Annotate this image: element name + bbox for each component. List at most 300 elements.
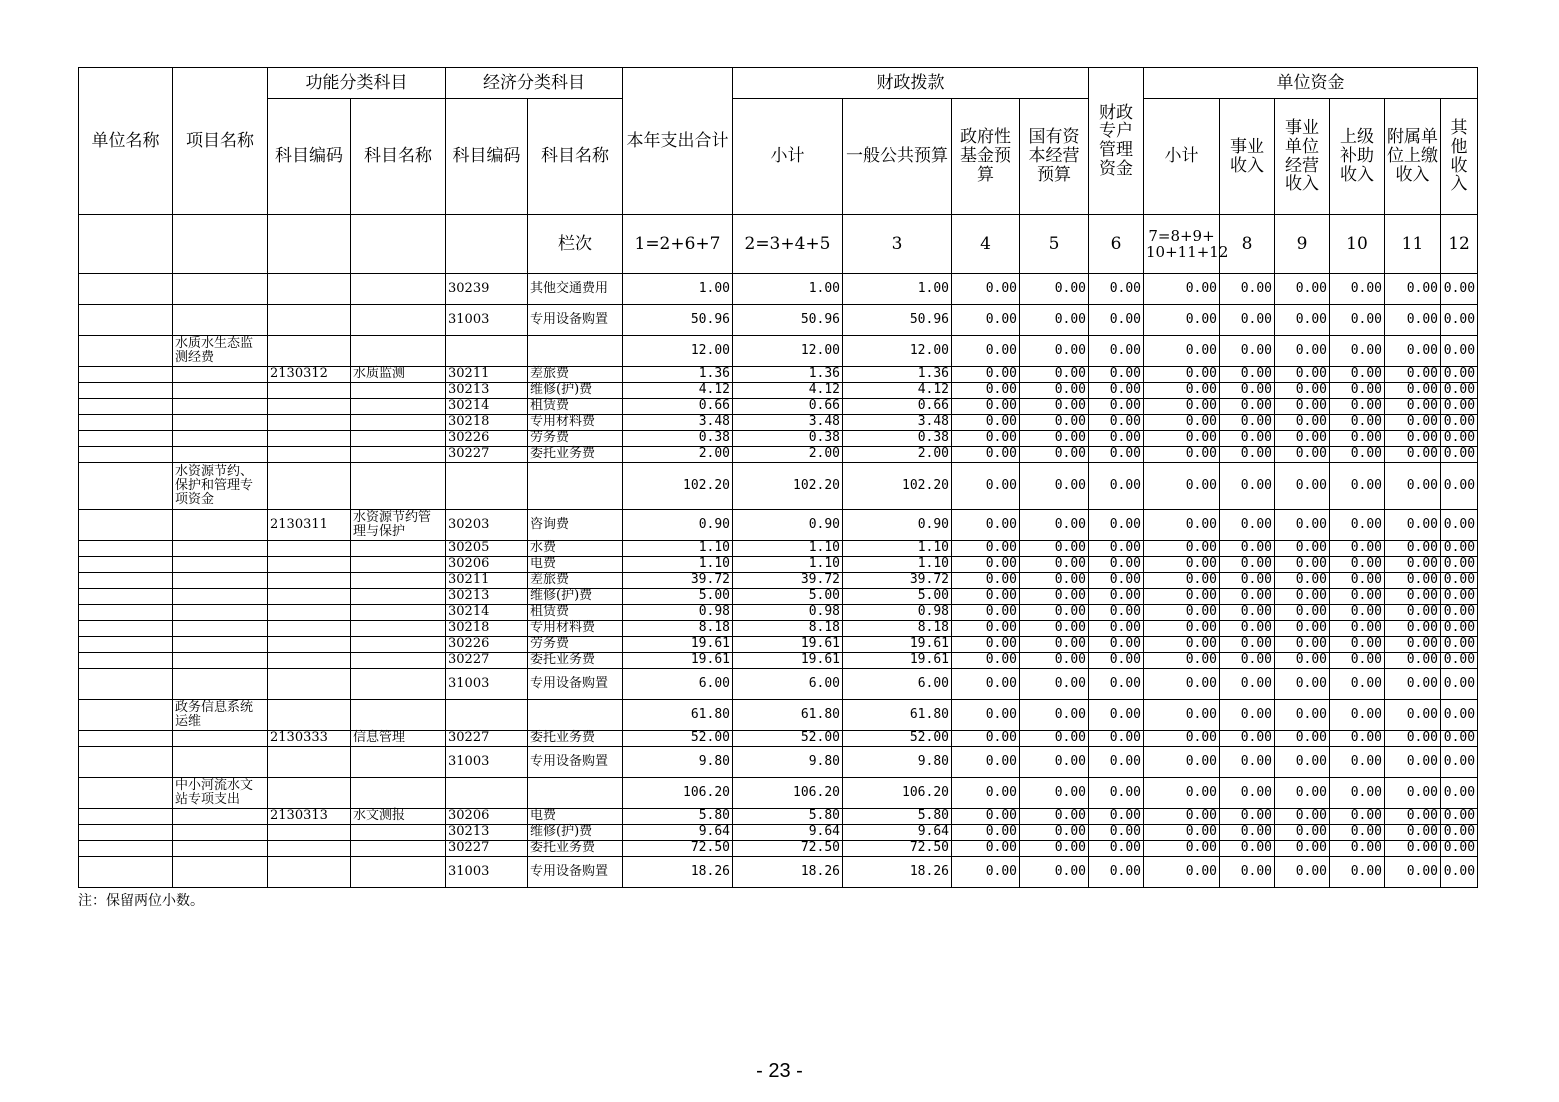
cell-other-income: 0.00 — [1441, 700, 1478, 731]
cell-special-fund: 0.00 — [1089, 841, 1144, 857]
cell-state-capital: 0.00 — [1020, 541, 1089, 557]
index-col-3: 3 — [843, 215, 952, 274]
cell-operating-income: 0.00 — [1275, 557, 1330, 573]
cell-total: 8.18 — [623, 621, 733, 637]
cell-project-name — [173, 589, 268, 605]
cell-fiscal-subtotal: 3.48 — [733, 415, 843, 431]
cell-operating-income: 0.00 — [1275, 700, 1330, 731]
cell-operating-income: 0.00 — [1275, 637, 1330, 653]
cell-project-name — [173, 447, 268, 463]
cell-superior-subsidy: 0.00 — [1330, 573, 1385, 589]
cell-gov-fund: 0.00 — [952, 399, 1020, 415]
cell-affiliated-income: 0.00 — [1385, 541, 1441, 557]
cell-econ-code: 30205 — [446, 541, 528, 557]
cell-unit-name — [79, 431, 173, 447]
table-row — [79, 431, 1478, 447]
cell-func-code — [268, 589, 351, 605]
header-fiscal-subtotal: 小计 — [733, 99, 843, 215]
cell-affiliated-income: 0.00 — [1385, 367, 1441, 383]
cell-unit-name — [79, 541, 173, 557]
cell-total: 4.12 — [623, 383, 733, 399]
cell-total: 72.50 — [623, 841, 733, 857]
cell-unit-subtotal: 0.00 — [1144, 621, 1220, 637]
cell-fiscal-subtotal: 9.80 — [733, 747, 843, 778]
cell-superior-subsidy: 0.00 — [1330, 731, 1385, 747]
cell-func-code — [268, 841, 351, 857]
cell-project-name — [173, 557, 268, 573]
cell-state-capital: 0.00 — [1020, 305, 1089, 336]
cell-fiscal-subtotal: 39.72 — [733, 573, 843, 589]
cell-operating-income: 0.00 — [1275, 383, 1330, 399]
cell-special-fund: 0.00 — [1089, 367, 1144, 383]
cell-unit-name — [79, 383, 173, 399]
cell-other-income: 0.00 — [1441, 274, 1478, 305]
cell-project-name: 中小河流水文站专项支出 — [173, 778, 268, 809]
cell-project-name — [173, 669, 268, 700]
cell-unit-subtotal: 0.00 — [1144, 731, 1220, 747]
cell-gov-fund: 0.00 — [952, 747, 1020, 778]
cell-general-budget: 3.48 — [843, 415, 952, 431]
cell-gov-fund: 0.00 — [952, 415, 1020, 431]
cell-func-code — [268, 825, 351, 841]
cell-gov-fund: 0.00 — [952, 637, 1020, 653]
cell-general-budget: 39.72 — [843, 573, 952, 589]
cell-total: 1.10 — [623, 541, 733, 557]
cell-special-fund: 0.00 — [1089, 336, 1144, 367]
cell-total: 19.61 — [623, 653, 733, 669]
index-col-1: 1=2+6+7 — [623, 215, 733, 274]
cell-gov-fund: 0.00 — [952, 621, 1020, 637]
cell-func-code — [268, 637, 351, 653]
cell-state-capital: 0.00 — [1020, 510, 1089, 541]
cell-unit-subtotal: 0.00 — [1144, 605, 1220, 621]
cell-affiliated-income: 0.00 — [1385, 778, 1441, 809]
header-general-budget: 一般公共预算 — [843, 99, 952, 215]
cell-gov-fund: 0.00 — [952, 463, 1020, 510]
cell-project-name — [173, 305, 268, 336]
cell-gov-fund: 0.00 — [952, 305, 1020, 336]
cell-func-code: 2130311 — [268, 510, 351, 541]
cell-superior-subsidy: 0.00 — [1330, 825, 1385, 841]
cell-general-budget: 1.36 — [843, 367, 952, 383]
cell-econ-name: 租赁费 — [528, 605, 623, 621]
cell-operating-income: 0.00 — [1275, 747, 1330, 778]
cell-project-name — [173, 573, 268, 589]
cell-econ-name: 专用设备购置 — [528, 305, 623, 336]
cell-superior-subsidy: 0.00 — [1330, 841, 1385, 857]
cell-gov-fund: 0.00 — [952, 778, 1020, 809]
cell-func-code: 2130333 — [268, 731, 351, 747]
cell-affiliated-income: 0.00 — [1385, 274, 1441, 305]
cell-econ-code: 30218 — [446, 415, 528, 431]
cell-state-capital: 0.00 — [1020, 857, 1089, 888]
cell-superior-subsidy: 0.00 — [1330, 857, 1385, 888]
cell-other-income: 0.00 — [1441, 605, 1478, 621]
cell-unit-subtotal: 0.00 — [1144, 653, 1220, 669]
table-row — [79, 700, 1478, 731]
cell-other-income: 0.00 — [1441, 809, 1478, 825]
header-superior-subsidy: 上级补助收入 — [1330, 99, 1385, 215]
cell-other-income: 0.00 — [1441, 637, 1478, 653]
index-col-7 — [1144, 215, 1229, 274]
cell-unit-name — [79, 463, 173, 510]
header-fiscal-appropriation: 财政拨款 — [733, 68, 1089, 99]
header-econ-name: 科目名称 — [528, 99, 623, 215]
cell-career-income: 0.00 — [1220, 367, 1275, 383]
cell-func-name — [351, 605, 446, 621]
cell-special-fund: 0.00 — [1089, 557, 1144, 573]
cell-state-capital: 0.00 — [1020, 274, 1089, 305]
cell-career-income: 0.00 — [1220, 841, 1275, 857]
cell-project-name: 水资源节约、保护和管理专项资金 — [173, 463, 268, 510]
cell-fiscal-subtotal: 4.12 — [733, 383, 843, 399]
index-empty — [268, 215, 351, 274]
cell-general-budget: 12.00 — [843, 336, 952, 367]
cell-unit-subtotal: 0.00 — [1144, 383, 1220, 399]
cell-econ-name: 委托业务费 — [528, 447, 623, 463]
header-career-income: 事业收入 — [1220, 99, 1275, 215]
cell-econ-code: 30203 — [446, 510, 528, 541]
cell-fiscal-subtotal: 9.64 — [733, 825, 843, 841]
cell-special-fund: 0.00 — [1089, 305, 1144, 336]
cell-operating-income: 0.00 — [1275, 605, 1330, 621]
cell-func-code — [268, 431, 351, 447]
cell-project-name: 水质水生态监测经费 — [173, 336, 268, 367]
cell-unit-name — [79, 825, 173, 841]
cell-func-name — [351, 415, 446, 431]
index-col-2: 2=3+4+5 — [733, 215, 843, 274]
cell-project-name: 政务信息系统运维 — [173, 700, 268, 731]
header-unit-funds: 单位资金 — [1144, 68, 1478, 99]
cell-operating-income: 0.00 — [1275, 431, 1330, 447]
cell-unit-subtotal: 0.00 — [1144, 809, 1220, 825]
cell-affiliated-income: 0.00 — [1385, 431, 1441, 447]
index-col-10: 10 — [1330, 215, 1385, 274]
cell-unit-subtotal: 0.00 — [1144, 841, 1220, 857]
cell-state-capital: 0.00 — [1020, 336, 1089, 367]
cell-unit-subtotal: 0.00 — [1144, 573, 1220, 589]
cell-superior-subsidy: 0.00 — [1330, 510, 1385, 541]
cell-econ-code: 30226 — [446, 431, 528, 447]
cell-econ-name: 租赁费 — [528, 399, 623, 415]
cell-state-capital: 0.00 — [1020, 653, 1089, 669]
cell-econ-code: 30218 — [446, 621, 528, 637]
cell-fiscal-subtotal: 0.66 — [733, 399, 843, 415]
cell-career-income: 0.00 — [1220, 621, 1275, 637]
cell-econ-code: 30214 — [446, 605, 528, 621]
cell-state-capital: 0.00 — [1020, 589, 1089, 605]
table-row — [79, 274, 1478, 305]
cell-superior-subsidy: 0.00 — [1330, 415, 1385, 431]
table-row — [79, 383, 1478, 399]
cell-state-capital: 0.00 — [1020, 778, 1089, 809]
cell-project-name — [173, 541, 268, 557]
cell-operating-income: 0.00 — [1275, 653, 1330, 669]
cell-project-name — [173, 747, 268, 778]
cell-general-budget: 52.00 — [843, 731, 952, 747]
cell-other-income: 0.00 — [1441, 857, 1478, 888]
table-row — [79, 447, 1478, 463]
cell-affiliated-income: 0.00 — [1385, 653, 1441, 669]
cell-state-capital: 0.00 — [1020, 557, 1089, 573]
cell-func-code — [268, 857, 351, 888]
cell-affiliated-income: 0.00 — [1385, 605, 1441, 621]
cell-other-income: 0.00 — [1441, 653, 1478, 669]
cell-career-income: 0.00 — [1220, 336, 1275, 367]
cell-fiscal-subtotal: 12.00 — [733, 336, 843, 367]
cell-general-budget: 50.96 — [843, 305, 952, 336]
cell-total: 0.66 — [623, 399, 733, 415]
cell-econ-name: 咨询费 — [528, 510, 623, 541]
table-row — [79, 778, 1478, 809]
cell-econ-code: 30227 — [446, 447, 528, 463]
cell-func-code — [268, 399, 351, 415]
cell-general-budget: 5.80 — [843, 809, 952, 825]
cell-unit-name — [79, 841, 173, 857]
index-col-12: 12 — [1441, 215, 1478, 274]
cell-project-name — [173, 809, 268, 825]
cell-operating-income: 0.00 — [1275, 621, 1330, 637]
cell-func-code — [268, 747, 351, 778]
cell-operating-income: 0.00 — [1275, 367, 1330, 383]
cell-gov-fund: 0.00 — [952, 731, 1020, 747]
cell-econ-code: 31003 — [446, 669, 528, 700]
table-row — [79, 541, 1478, 557]
cell-state-capital: 0.00 — [1020, 669, 1089, 700]
cell-fiscal-subtotal: 1.00 — [733, 274, 843, 305]
cell-total: 18.26 — [623, 857, 733, 888]
cell-general-budget: 0.38 — [843, 431, 952, 447]
cell-econ-code — [446, 778, 528, 809]
cell-affiliated-income: 0.00 — [1385, 573, 1441, 589]
cell-econ-code: 30226 — [446, 637, 528, 653]
cell-other-income: 0.00 — [1441, 573, 1478, 589]
cell-other-income: 0.00 — [1441, 778, 1478, 809]
table-header — [79, 68, 1478, 274]
cell-func-name — [351, 383, 446, 399]
cell-state-capital: 0.00 — [1020, 383, 1089, 399]
cell-unit-name — [79, 336, 173, 367]
cell-unit-subtotal: 0.00 — [1144, 305, 1220, 336]
cell-other-income: 0.00 — [1441, 431, 1478, 447]
header-operating-income: 事业单位经营收入 — [1275, 99, 1330, 215]
cell-general-budget: 0.98 — [843, 605, 952, 621]
cell-superior-subsidy: 0.00 — [1330, 653, 1385, 669]
cell-career-income: 0.00 — [1220, 825, 1275, 841]
cell-econ-code: 31003 — [446, 857, 528, 888]
cell-operating-income: 0.00 — [1275, 274, 1330, 305]
cell-unit-name — [79, 274, 173, 305]
cell-gov-fund: 0.00 — [952, 510, 1020, 541]
cell-general-budget: 0.90 — [843, 510, 952, 541]
cell-special-fund: 0.00 — [1089, 621, 1144, 637]
cell-func-name — [351, 589, 446, 605]
cell-superior-subsidy: 0.00 — [1330, 447, 1385, 463]
cell-econ-name: 维修(护)费 — [528, 825, 623, 841]
cell-econ-code: 31003 — [446, 747, 528, 778]
cell-econ-name: 差旅费 — [528, 367, 623, 383]
footnote: 注：保留两位小数。 — [78, 893, 204, 909]
cell-total: 0.90 — [623, 510, 733, 541]
cell-func-code — [268, 447, 351, 463]
cell-career-income: 0.00 — [1220, 431, 1275, 447]
cell-func-code — [268, 463, 351, 510]
cell-func-name — [351, 700, 446, 731]
cell-func-name — [351, 431, 446, 447]
cell-econ-code: 30211 — [446, 367, 528, 383]
cell-general-budget: 18.26 — [843, 857, 952, 888]
cell-fiscal-subtotal: 18.26 — [733, 857, 843, 888]
cell-econ-code: 30227 — [446, 841, 528, 857]
header-func-code: 科目编码 — [268, 99, 351, 215]
cell-career-income: 0.00 — [1220, 415, 1275, 431]
cell-project-name — [173, 415, 268, 431]
cell-econ-name: 差旅费 — [528, 573, 623, 589]
cell-fiscal-subtotal: 19.61 — [733, 637, 843, 653]
table-row — [79, 841, 1478, 857]
cell-unit-name — [79, 731, 173, 747]
cell-total: 19.61 — [623, 637, 733, 653]
cell-project-name — [173, 637, 268, 653]
cell-func-name — [351, 541, 446, 557]
cell-econ-name: 委托业务费 — [528, 653, 623, 669]
cell-other-income: 0.00 — [1441, 367, 1478, 383]
cell-econ-code: 30214 — [446, 399, 528, 415]
cell-general-budget: 72.50 — [843, 841, 952, 857]
cell-general-budget: 19.61 — [843, 653, 952, 669]
cell-special-fund: 0.00 — [1089, 669, 1144, 700]
cell-total: 6.00 — [623, 669, 733, 700]
cell-superior-subsidy: 0.00 — [1330, 431, 1385, 447]
cell-career-income: 0.00 — [1220, 731, 1275, 747]
cell-total: 50.96 — [623, 305, 733, 336]
page-number: - 23 - — [756, 1060, 803, 1082]
cell-unit-name — [79, 700, 173, 731]
cell-unit-name — [79, 510, 173, 541]
cell-func-name — [351, 573, 446, 589]
cell-fiscal-subtotal: 50.96 — [733, 305, 843, 336]
cell-unit-name — [79, 637, 173, 653]
cell-fiscal-subtotal: 72.50 — [733, 841, 843, 857]
cell-special-fund: 0.00 — [1089, 573, 1144, 589]
index-col-11: 11 — [1385, 215, 1441, 274]
cell-operating-income: 0.00 — [1275, 447, 1330, 463]
cell-func-code: 2130312 — [268, 367, 351, 383]
cell-fiscal-subtotal: 1.10 — [733, 557, 843, 573]
cell-total: 106.20 — [623, 778, 733, 809]
cell-total: 1.00 — [623, 274, 733, 305]
cell-func-code — [268, 653, 351, 669]
table-row — [79, 825, 1478, 841]
cell-career-income: 0.00 — [1220, 778, 1275, 809]
cell-special-fund: 0.00 — [1089, 431, 1144, 447]
cell-func-code — [268, 336, 351, 367]
cell-general-budget: 6.00 — [843, 669, 952, 700]
cell-unit-subtotal: 0.00 — [1144, 778, 1220, 809]
cell-econ-name: 劳务费 — [528, 637, 623, 653]
cell-gov-fund: 0.00 — [952, 809, 1020, 825]
cell-econ-name: 专用材料费 — [528, 621, 623, 637]
cell-career-income: 0.00 — [1220, 447, 1275, 463]
cell-operating-income: 0.00 — [1275, 573, 1330, 589]
cell-econ-code — [446, 700, 528, 731]
table-row — [79, 669, 1478, 700]
cell-econ-name: 维修(护)费 — [528, 589, 623, 605]
cell-other-income: 0.00 — [1441, 447, 1478, 463]
cell-func-name — [351, 274, 446, 305]
cell-func-name: 信息管理 — [351, 731, 446, 747]
cell-gov-fund: 0.00 — [952, 336, 1020, 367]
cell-unit-name — [79, 809, 173, 825]
cell-superior-subsidy: 0.00 — [1330, 274, 1385, 305]
cell-econ-code: 31003 — [446, 305, 528, 336]
cell-fiscal-subtotal: 19.61 — [733, 653, 843, 669]
index-label: 栏次 — [528, 215, 623, 274]
cell-general-budget: 2.00 — [843, 447, 952, 463]
cell-gov-fund: 0.00 — [952, 841, 1020, 857]
cell-unit-name — [79, 669, 173, 700]
table-row — [79, 557, 1478, 573]
cell-operating-income: 0.00 — [1275, 589, 1330, 605]
cell-unit-name — [79, 305, 173, 336]
cell-general-budget: 0.66 — [843, 399, 952, 415]
cell-fiscal-subtotal: 106.20 — [733, 778, 843, 809]
cell-econ-name: 委托业务费 — [528, 731, 623, 747]
cell-gov-fund: 0.00 — [952, 431, 1020, 447]
cell-econ-name: 劳务费 — [528, 431, 623, 447]
cell-career-income: 0.00 — [1220, 605, 1275, 621]
cell-state-capital: 0.00 — [1020, 415, 1089, 431]
table-row — [79, 731, 1478, 747]
cell-operating-income: 0.00 — [1275, 305, 1330, 336]
cell-career-income: 0.00 — [1220, 383, 1275, 399]
cell-total: 39.72 — [623, 573, 733, 589]
cell-total: 102.20 — [623, 463, 733, 510]
cell-unit-subtotal: 0.00 — [1144, 399, 1220, 415]
cell-operating-income: 0.00 — [1275, 463, 1330, 510]
cell-operating-income: 0.00 — [1275, 731, 1330, 747]
cell-econ-code: 30211 — [446, 573, 528, 589]
cell-operating-income: 0.00 — [1275, 825, 1330, 841]
cell-career-income: 0.00 — [1220, 589, 1275, 605]
cell-superior-subsidy: 0.00 — [1330, 809, 1385, 825]
table-row — [79, 605, 1478, 621]
cell-econ-code: 30239 — [446, 274, 528, 305]
table-row — [79, 336, 1478, 367]
cell-gov-fund: 0.00 — [952, 557, 1020, 573]
cell-other-income: 0.00 — [1441, 305, 1478, 336]
cell-operating-income: 0.00 — [1275, 841, 1330, 857]
cell-other-income: 0.00 — [1441, 541, 1478, 557]
cell-econ-code: 30213 — [446, 589, 528, 605]
cell-superior-subsidy: 0.00 — [1330, 399, 1385, 415]
cell-econ-name — [528, 336, 623, 367]
cell-fiscal-subtotal: 6.00 — [733, 669, 843, 700]
cell-unit-subtotal: 0.00 — [1144, 367, 1220, 383]
cell-superior-subsidy: 0.00 — [1330, 589, 1385, 605]
header-unit-name: 单位名称 — [79, 68, 173, 215]
cell-superior-subsidy: 0.00 — [1330, 541, 1385, 557]
cell-special-fund: 0.00 — [1089, 857, 1144, 888]
header-other-income: 其他收入 — [1441, 99, 1478, 215]
index-col-4: 4 — [952, 215, 1020, 274]
cell-special-fund: 0.00 — [1089, 747, 1144, 778]
index-col-7-line1: 7=8+9+ — [1148, 226, 1215, 245]
cell-operating-income: 0.00 — [1275, 857, 1330, 888]
cell-state-capital: 0.00 — [1020, 637, 1089, 653]
cell-affiliated-income: 0.00 — [1385, 447, 1441, 463]
cell-total: 2.00 — [623, 447, 733, 463]
